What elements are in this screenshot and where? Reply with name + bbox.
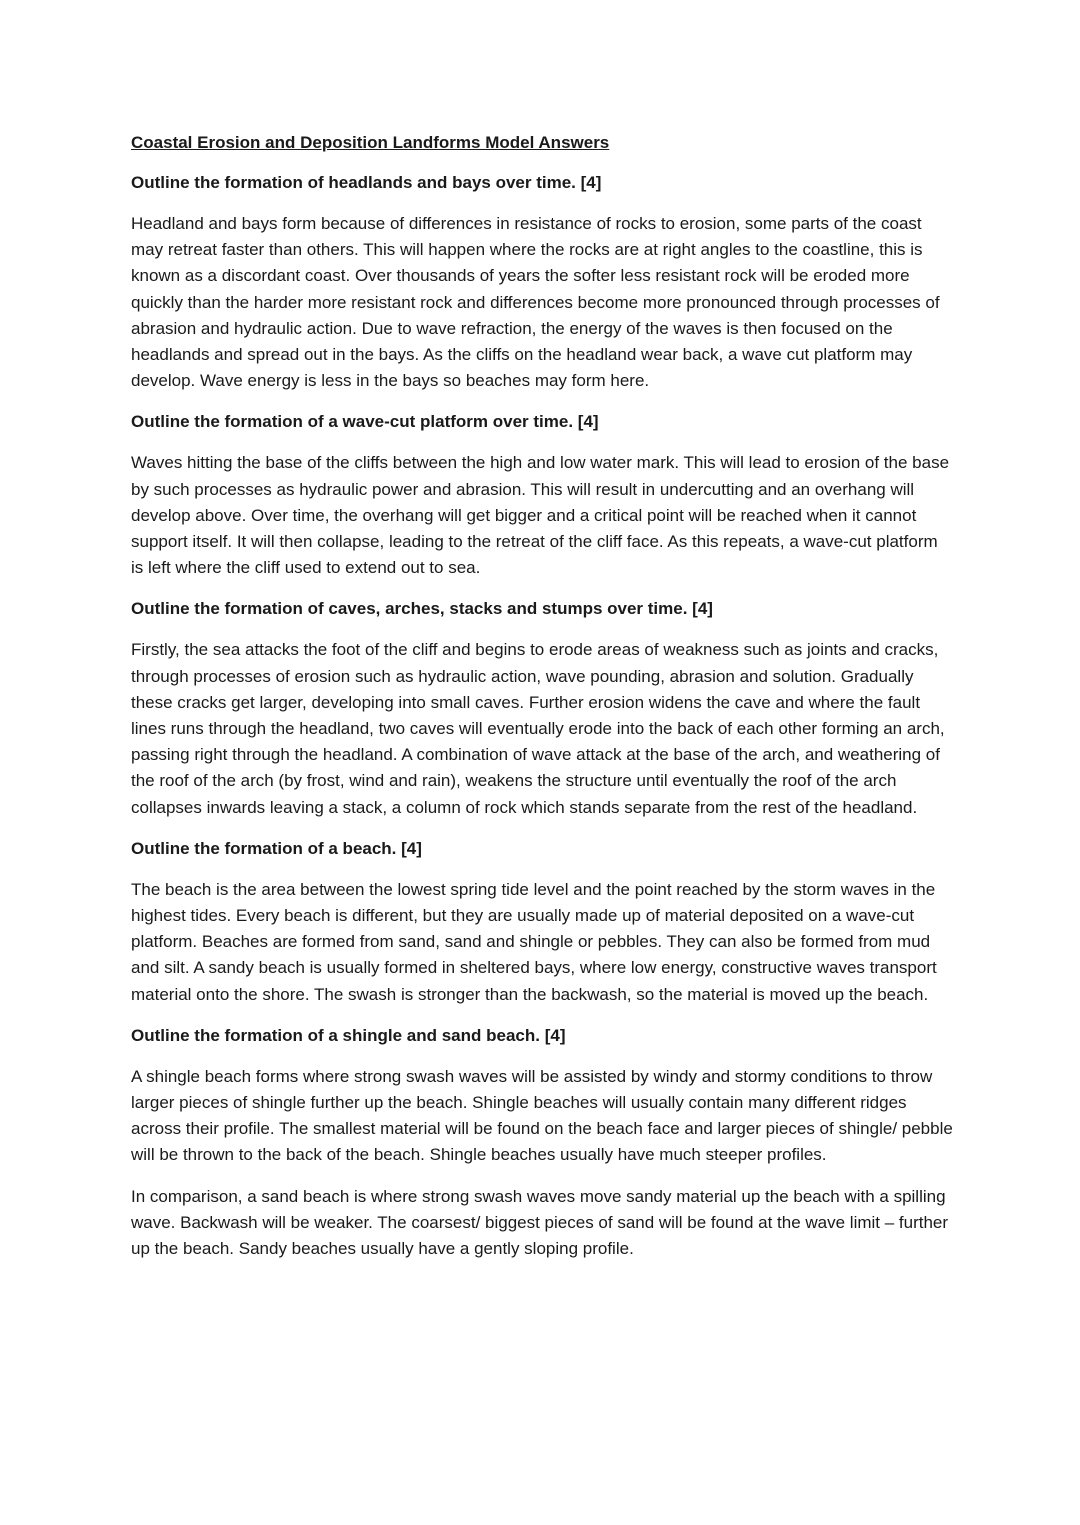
question-heading: Outline the formation of caves, arches, stacks and stumps over time. [4] — [131, 599, 713, 619]
section-headlands-bays — [131, 170, 953, 394]
answer-paragraph: Waves hitting the base of the cliffs between the high and low water mark. This will lead to erosion of the base by such processes as hydraulic power and abrasion. This will result in undercutting and an overhang will develop above. Over time, the overhang will get bigger and a critical point will be reached when it cannot support itself. It will then collapse, leading to the retreat of the cliff face. As this repeats, a wave-cut platform is left where the cliff used to extend out to sea. — [131, 453, 950, 578]
section-wave-cut-platform — [131, 409, 953, 581]
section-shingle-sand-beach — [131, 1023, 953, 1262]
question-heading: Outline the formation of a beach. [4] — [131, 838, 422, 858]
question-heading: Outline the formation of a shingle and sand beach. [4] — [131, 1025, 566, 1045]
answer-paragraph: The beach is the area between the lowest spring tide level and the point reached by the storm waves in the highest tides. Every beach is different, but they are usually made up of material deposited on a wave-cut platform. Beaches are formed from sand, sand and shingle or pebbles. They can also be formed from mud and silt. A sandy beach is usually formed in sheltered bays, where low energy, constructive waves transport material onto the shore. The swash is stronger than the backwash, so the material is moved up the beach. — [131, 879, 937, 1004]
answer-paragraph: In comparison, a sand beach is where strong swash waves move sandy material up the beach with a spilling wave. Backwash will be weaker. The coarsest/ biggest pieces of sand will be found at the wave limit – further up the beach. Sandy beaches usually have a gently sloping profile. — [131, 1186, 949, 1259]
answer-paragraph: A shingle beach forms where strong swash waves will be assisted by windy and stormy conditions to throw larger pieces of shingle further up the beach. Shingle beaches will usually contain many different ridges across their profile. The smallest material will be found on the beach face and larger pieces of shingle/ pebble will be thrown to the back of the beach. Shingle beaches usually have much steeper profiles. — [131, 1066, 953, 1165]
question-heading: Outline the formation of headlands and bays over time. [4] — [131, 173, 602, 192]
answer-paragraph: Headland and bays form because of differences in resistance of rocks to erosion, some parts of the coast may retreat faster than others. This will happen where the rocks are at right angles to the coastline, this is known as a discordant coast. Over thousands of years the softer less resistant rock will be eroded more quickly than the harder more resistant rock and differences become more pronounced through processes of abrasion and hydraulic action. Due to wave refraction, the energy of the waves is then focused on the headlands and spread out in the bays. As the cliffs on the headland wear back, a wave cut platform may develop. Wave energy is less in the bays so beaches may form here. — [131, 214, 940, 391]
document-page — [131, 130, 953, 1277]
document-title: Coastal Erosion and Deposition Landforms Model Answers — [131, 133, 610, 152]
question-heading: Outline the formation of a wave-cut platform over time. [4] — [131, 412, 599, 432]
section-beach — [131, 836, 953, 1008]
section-caves-arches-stacks — [131, 596, 953, 820]
answer-paragraph: Firstly, the sea attacks the foot of the cliff and begins to erode areas of weakness such as joints and cracks, through processes of erosion such as hydraulic action, wave pounding, abrasion and solution. Gradually these cracks get larger, developing into small caves. Further erosion widens the cave and where the fault lines runs through the headland, two caves will eventually erode into the back of each other forming an arch, passing right through the headland. A combination of wave attack at the base of the arch, and weathering of the roof of the arch (by frost, wind and rain), weakens the structure until eventually the roof of the arch collapses inwards leaving a stack, a column of rock which stands separate from the rest of the headland. — [131, 640, 945, 817]
